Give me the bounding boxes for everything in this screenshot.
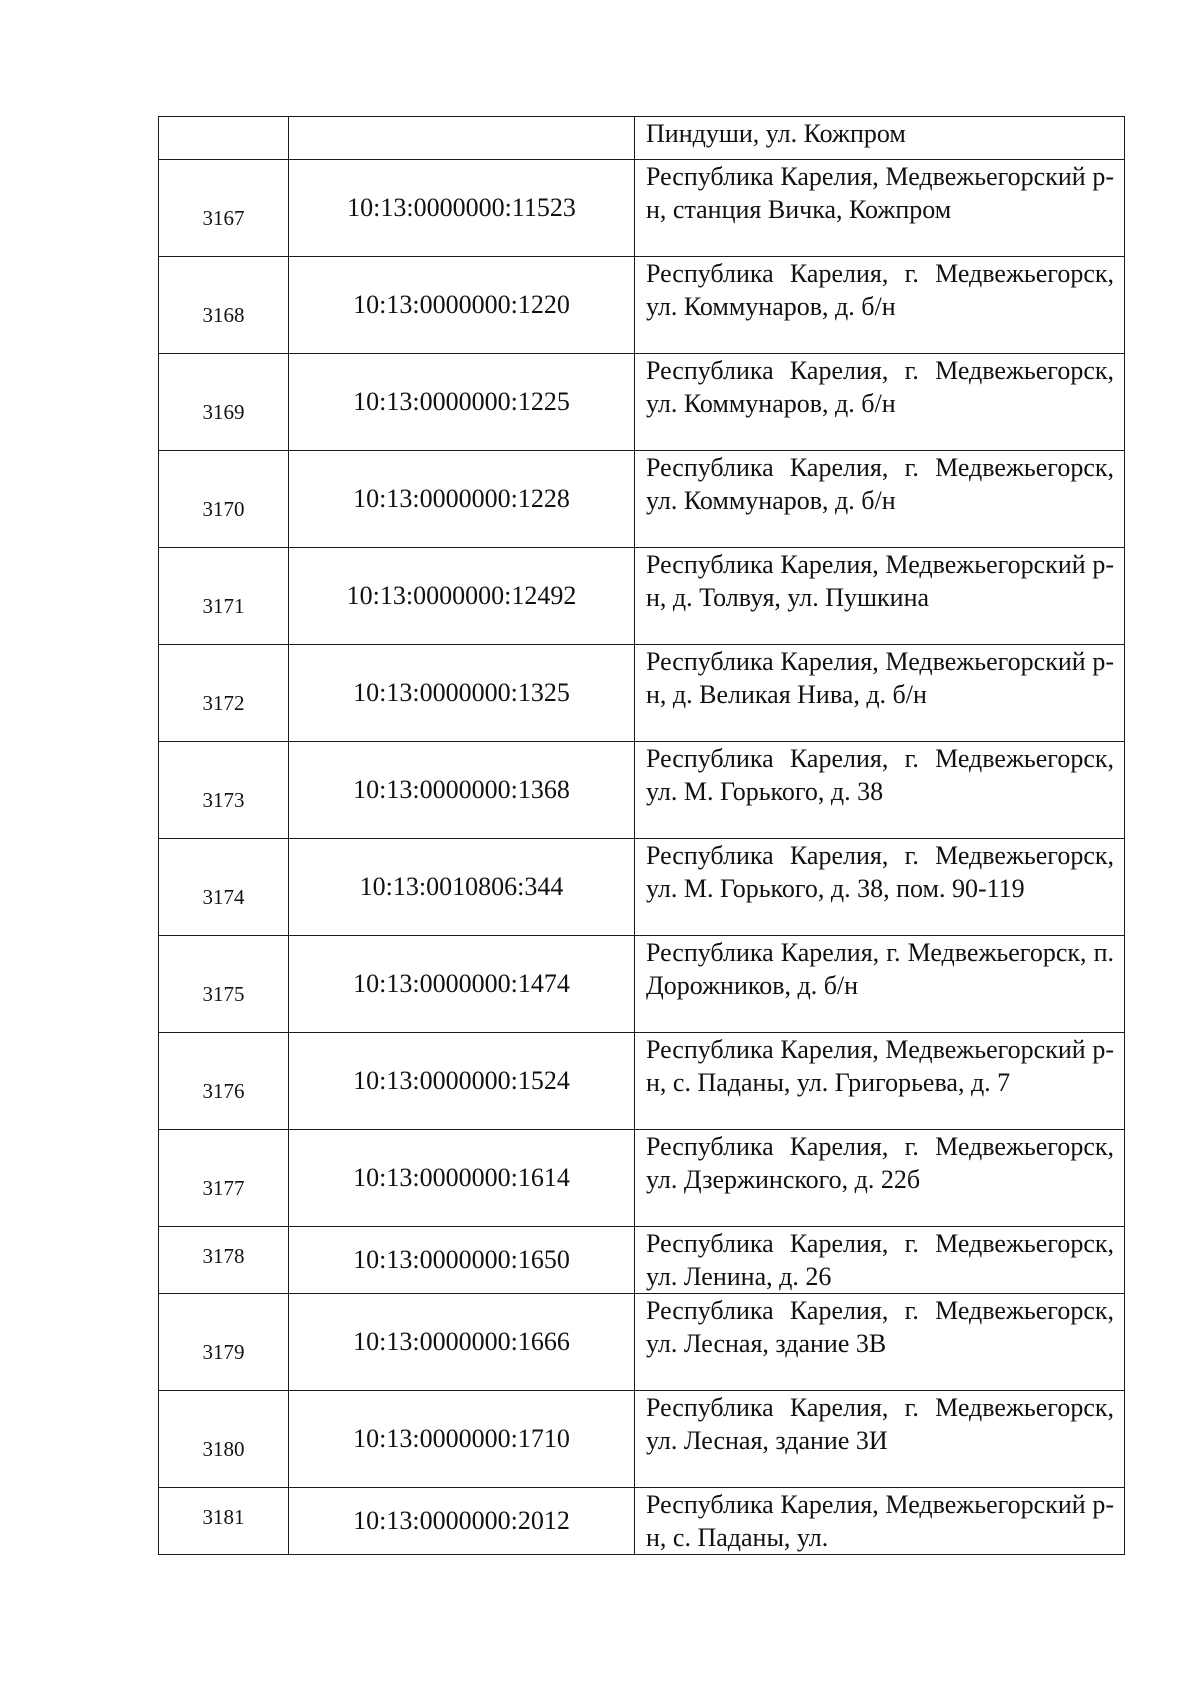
address-text: Республика Карелия, г. Медвежьегорск, ул. М. Горького, д. 38, пом. 90-119 — [646, 841, 1114, 903]
cadastral-number-cell — [289, 936, 635, 1033]
row-number: 3173 — [202, 787, 245, 812]
row-number: 3177 — [202, 1175, 245, 1200]
row-number-cell — [159, 160, 289, 257]
table-row — [159, 1294, 1125, 1391]
cadastral-number-cell — [289, 839, 635, 936]
address-text: Республика Карелия, г. Медвежьегорск, ул. Лесная, здание 3В — [646, 1296, 1114, 1358]
address-text: Республика Карелия, Медвежьегорский р-н, д. Толвуя, ул. Пушкина — [646, 550, 1114, 612]
cadastral-number: 10:13:0000000:1614 — [353, 1163, 570, 1192]
cadastral-number: 10:13:0000000:1524 — [353, 1066, 570, 1095]
cadastral-number-cell — [289, 257, 635, 354]
row-number: 3178 — [202, 1243, 245, 1268]
row-number-cell — [159, 839, 289, 936]
row-number-cell — [159, 1294, 289, 1391]
row-number-cell — [159, 257, 289, 354]
cadastral-number: 10:13:0000000:1666 — [353, 1327, 570, 1356]
table-row — [159, 451, 1125, 548]
property-table-body — [159, 117, 1125, 1555]
row-number-cell — [159, 451, 289, 548]
address-cell — [635, 548, 1125, 645]
property-table — [158, 116, 1125, 1555]
cadastral-number: 10:13:0000000:1368 — [353, 775, 570, 804]
address-cell — [635, 936, 1125, 1033]
row-number-cell — [159, 1488, 289, 1555]
table-row — [159, 645, 1125, 742]
row-number: 3167 — [202, 205, 245, 230]
row-number: 3175 — [202, 981, 245, 1006]
cadastral-number-cell — [289, 1294, 635, 1391]
address-cell — [635, 160, 1125, 257]
cadastral-number: 10:13:0000000:1220 — [353, 290, 570, 319]
address-text: Пиндуши, ул. Кожпром — [646, 119, 906, 148]
row-number: 3180 — [202, 1436, 245, 1461]
cadastral-number-cell — [289, 645, 635, 742]
cadastral-number-cell — [289, 160, 635, 257]
cadastral-number: 10:13:0000000:1225 — [353, 387, 570, 416]
row-number-cell — [159, 548, 289, 645]
cadastral-number: 10:13:0000000:1710 — [353, 1424, 570, 1453]
table-row — [159, 354, 1125, 451]
address-cell — [635, 1130, 1125, 1227]
table-row — [159, 742, 1125, 839]
address-text: Республика Карелия, г. Медвежьегорск, ул. Коммунаров, д. б/н — [646, 259, 1114, 321]
row-number-cell — [159, 1130, 289, 1227]
row-number: 3170 — [202, 496, 245, 521]
address-cell — [635, 1294, 1125, 1391]
table-row — [159, 1391, 1125, 1488]
row-number: 3172 — [202, 690, 245, 715]
cadastral-number: 10:13:0000000:11523 — [347, 193, 576, 222]
cadastral-number-cell — [289, 354, 635, 451]
address-cell — [635, 742, 1125, 839]
table-row — [159, 936, 1125, 1033]
row-number: 3169 — [202, 399, 245, 424]
row-number-cell — [159, 1227, 289, 1294]
row-number-cell — [159, 1391, 289, 1488]
cadastral-number: 10:13:0000000:12492 — [346, 581, 577, 610]
address-cell — [635, 645, 1125, 742]
address-text: Республика Карелия, Медвежьегорский р-н, с. Паданы, ул. Григорьева, д. 7 — [646, 1035, 1114, 1097]
table-row — [159, 1033, 1125, 1130]
cadastral-number-cell — [289, 1130, 635, 1227]
address-text: Республика Карелия, г. Медвежьегорск, ул. М. Горького, д. 38 — [646, 744, 1114, 806]
table-row — [159, 160, 1125, 257]
table-row — [159, 1130, 1125, 1227]
row-number: 3181 — [202, 1504, 245, 1529]
row-number-cell — [159, 645, 289, 742]
table-row — [159, 548, 1125, 645]
row-number: 3176 — [202, 1078, 245, 1103]
address-cell — [635, 1488, 1125, 1555]
row-number: 3171 — [202, 593, 245, 618]
row-number-cell — [159, 354, 289, 451]
table-row — [159, 1227, 1125, 1294]
cadastral-number: 10:13:0000000:2012 — [353, 1506, 570, 1535]
row-number: 3179 — [202, 1339, 245, 1364]
cadastral-number: 10:13:0000000:1474 — [353, 969, 570, 998]
row-number: 3168 — [202, 302, 245, 327]
cadastral-number: 10:13:0000000:1325 — [353, 678, 570, 707]
address-text: Республика Карелия, г. Медвежьегорск, ул. Коммунаров, д. б/н — [646, 356, 1114, 418]
address-cell — [635, 451, 1125, 548]
address-text: Республика Карелия, г. Медвежьегорск, ул. Коммунаров, д. б/н — [646, 453, 1114, 515]
address-cell — [635, 1227, 1125, 1294]
cadastral-number-cell — [289, 548, 635, 645]
cadastral-number: 10:13:0000000:1650 — [353, 1245, 570, 1274]
cadastral-number-cell — [289, 1391, 635, 1488]
address-text: Республика Карелия, г. Медвежьегорск, п. Дорожников, д. б/н — [646, 938, 1114, 1000]
table-row — [159, 117, 1125, 160]
cadastral-number-cell — [289, 451, 635, 548]
cadastral-number: 10:13:0000000:1228 — [353, 484, 570, 513]
cadastral-number-cell — [289, 1033, 635, 1130]
row-number-cell — [159, 1033, 289, 1130]
row-number-cell — [159, 936, 289, 1033]
address-cell — [635, 354, 1125, 451]
address-cell — [635, 1391, 1125, 1488]
address-cell — [635, 117, 1125, 160]
table-row — [159, 257, 1125, 354]
table-row — [159, 1488, 1125, 1555]
address-cell — [635, 839, 1125, 936]
address-cell — [635, 1033, 1125, 1130]
cadastral-number: 10:13:0010806:344 — [359, 872, 564, 901]
cadastral-number-cell — [289, 742, 635, 839]
address-cell — [635, 257, 1125, 354]
cadastral-number-cell — [289, 1488, 635, 1555]
address-text: Республика Карелия, г. Медвежьегорск, ул. Ленина, д. 26 — [646, 1229, 1114, 1291]
row-number-cell — [159, 117, 289, 160]
cadastral-number-cell — [289, 1227, 635, 1294]
cadastral-number-cell — [289, 117, 635, 160]
address-text: Республика Карелия, г. Медвежьегорск, ул. Лесная, здание 3И — [646, 1393, 1114, 1455]
row-number-cell — [159, 742, 289, 839]
address-text: Республика Карелия, Медвежьегорский р-н, с. Паданы, ул. — [646, 1490, 1114, 1552]
row-number: 3174 — [202, 884, 245, 909]
address-text: Республика Карелия, Медвежьегорский р-н, станция Вичка, Кожпром — [646, 162, 1114, 224]
table-row — [159, 839, 1125, 936]
address-text: Республика Карелия, Медвежьегорский р-н, д. Великая Нива, д. б/н — [646, 647, 1114, 709]
address-text: Республика Карелия, г. Медвежьегорск, ул. Дзержинского, д. 22б — [646, 1132, 1114, 1194]
